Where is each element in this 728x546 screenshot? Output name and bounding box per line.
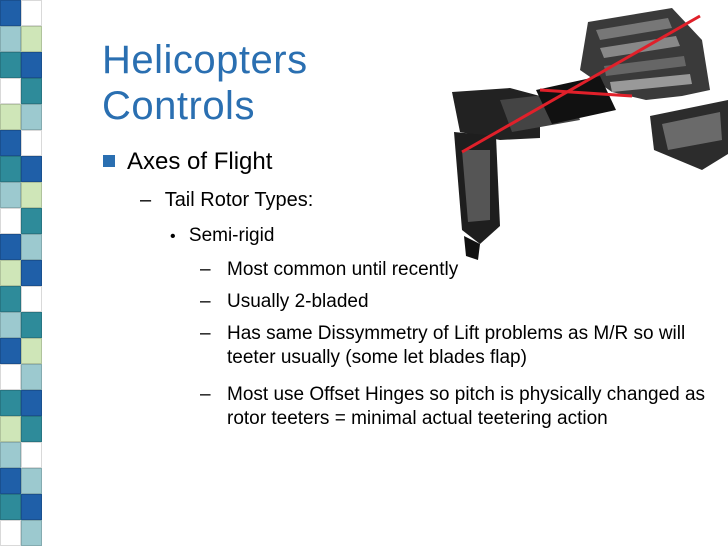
strip-cell bbox=[21, 156, 42, 182]
strip-cell bbox=[0, 364, 21, 390]
strip-cell bbox=[0, 130, 21, 156]
strip-cell bbox=[21, 416, 42, 442]
strip-cell bbox=[21, 104, 42, 130]
strip-cell bbox=[0, 442, 21, 468]
strip-cell bbox=[0, 468, 21, 494]
strip-cell bbox=[0, 286, 21, 312]
bullet-level-4-text: Has same Dissymmetry of Lift problems as M/R so will teeter usually (some let blades flap) bbox=[227, 323, 686, 368]
strip-cell bbox=[0, 338, 21, 364]
bullet-level-4-text: Most use Offset Hinges so pitch is physically changed as rotor teeters = minimal actual teetering action bbox=[227, 384, 706, 429]
dash-marker: – bbox=[140, 189, 152, 211]
title-line-2: Controls bbox=[102, 84, 255, 128]
strip-cell bbox=[21, 0, 42, 26]
strip-cell bbox=[21, 78, 42, 104]
strip-cell bbox=[0, 494, 21, 520]
strip-cell bbox=[21, 364, 42, 390]
bullet-level-4-item bbox=[200, 383, 710, 431]
strip-cell bbox=[21, 494, 42, 520]
dash-marker: – bbox=[200, 384, 211, 405]
strip-cell bbox=[0, 260, 21, 286]
bullet-level-4-item bbox=[200, 258, 710, 282]
strip-cell bbox=[0, 104, 21, 130]
strip-cell bbox=[21, 338, 42, 364]
strip-cell bbox=[0, 520, 21, 546]
strip-cell bbox=[21, 26, 42, 52]
dash-marker: – bbox=[200, 291, 211, 312]
strip-cell bbox=[0, 312, 21, 338]
tail-rotor-illustration-icon bbox=[440, 0, 728, 300]
strip-cell bbox=[21, 52, 42, 78]
bullet-level-2-text: Tail Rotor Types: bbox=[164, 189, 314, 211]
bullet-level-3-text: Semi-rigid bbox=[188, 225, 275, 246]
slide-title bbox=[102, 37, 308, 129]
strip-cell bbox=[21, 390, 42, 416]
strip-cell bbox=[0, 156, 21, 182]
bullet-level-4-item bbox=[200, 322, 710, 370]
strip-cell bbox=[0, 208, 21, 234]
strip-cell bbox=[21, 234, 42, 260]
strip-cell bbox=[0, 390, 21, 416]
strip-cell bbox=[21, 182, 42, 208]
strip-cell bbox=[21, 286, 42, 312]
bullet-level-2 bbox=[140, 188, 313, 212]
title-line-1: Helicopters bbox=[102, 38, 308, 82]
strip-cell bbox=[0, 78, 21, 104]
strip-cell bbox=[21, 312, 42, 338]
dot-marker: • bbox=[170, 228, 176, 245]
decorative-strip bbox=[0, 0, 42, 546]
strip-cell bbox=[0, 0, 21, 26]
strip-cell bbox=[0, 182, 21, 208]
strip-cell bbox=[0, 52, 21, 78]
bullet-level-3 bbox=[170, 224, 274, 249]
bullet-level-4-item bbox=[200, 290, 710, 314]
square-bullet-icon bbox=[103, 155, 115, 167]
strip-cell bbox=[21, 260, 42, 286]
strip-cell bbox=[0, 234, 21, 260]
bullet-level-1: Axes of Flight bbox=[127, 148, 273, 175]
bullet-level-4-text: Most common until recently bbox=[227, 259, 459, 280]
strip-cell bbox=[0, 26, 21, 52]
strip-cell bbox=[21, 468, 42, 494]
strip-cell bbox=[21, 208, 42, 234]
dash-marker: – bbox=[200, 259, 211, 280]
strip-cell bbox=[21, 520, 42, 546]
dash-marker: – bbox=[200, 323, 211, 344]
bullet-level-4-text: Usually 2-bladed bbox=[227, 291, 369, 312]
strip-cell bbox=[21, 130, 42, 156]
strip-cell bbox=[0, 416, 21, 442]
strip-cell bbox=[21, 442, 42, 468]
